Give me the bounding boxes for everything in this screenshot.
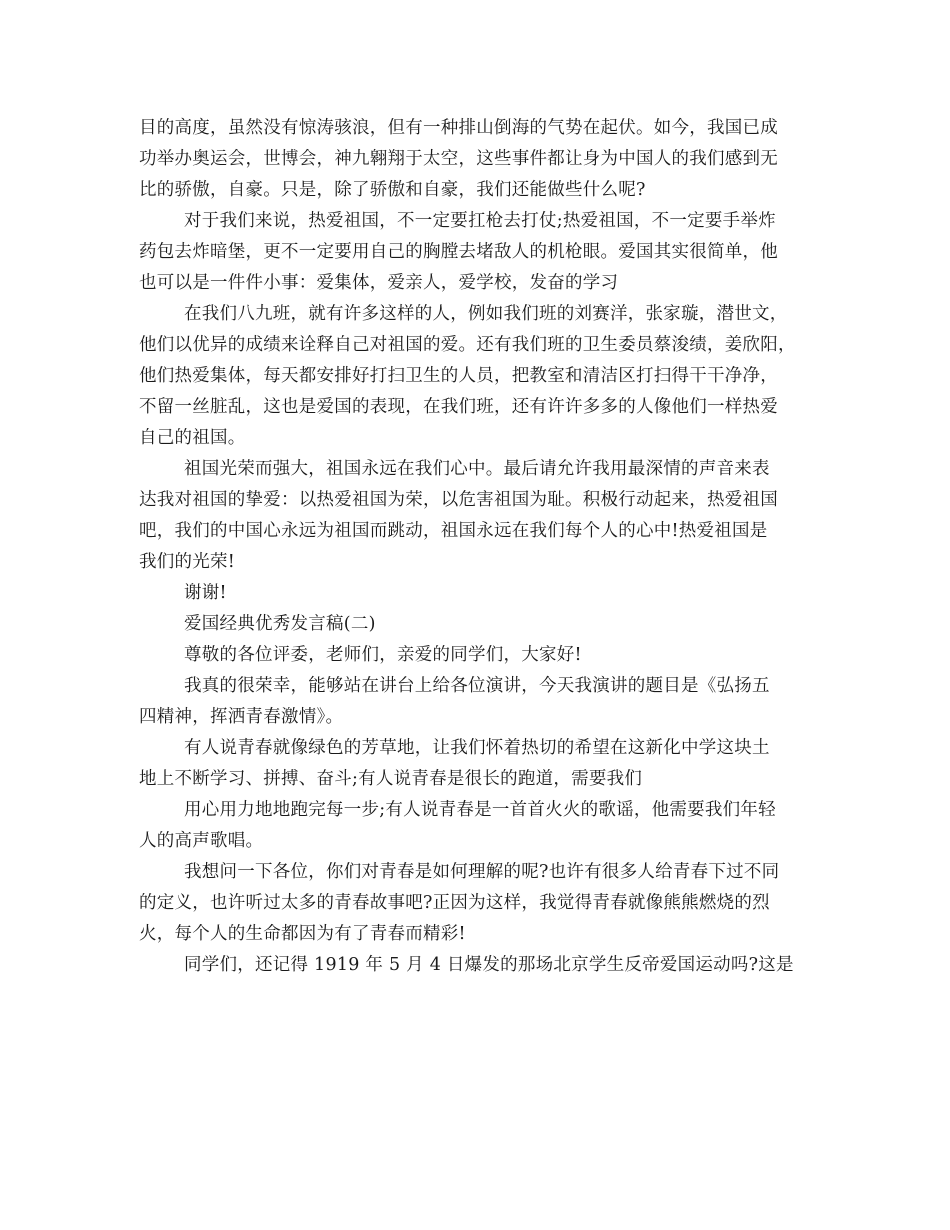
document-body (139, 113, 819, 981)
text-line: 火，每个人的生命都因为有了青春而精彩! (139, 924, 466, 944)
paragraph-first-line: 我想问一下各位，你们对青春是如何理解的呢?也许有很多人给青春下过不同 (184, 862, 780, 882)
section-heading: 爱国经典优秀发言稿(二) (184, 614, 376, 634)
text-line: 达我对祖国的挚爱：以热爱祖国为荣，以危害祖国为耻。积极行动起来，热爱祖国 (139, 490, 778, 510)
paragraph-first-line: 在我们八九班，就有许多这样的人，例如我们班的刘赛洋，张家璇，潜世文， (184, 304, 788, 324)
text-line: 自己的祖国。 (139, 428, 246, 448)
text-line: 人的高声歌唱。 (139, 831, 264, 851)
text-line: 他们以优异的成绩来诠释自己对祖国的爱。还有我们班的卫生委员蔡浚绩，姜欣阳， (139, 335, 796, 355)
text-line: 比的骄傲，自豪。只是，除了骄傲和自豪，我们还能做些什么呢? (139, 180, 646, 200)
paragraph-first-line: 同学们，还记得 1919 年 5 月 4 日爆发的那场北京学生反帝爱国运动吗?这是 (184, 955, 794, 975)
salutation: 尊敬的各位评委，老师们，亲爱的同学们，大家好! (184, 645, 582, 665)
paragraph-first-line: 用心用力地地跑完每一步;有人说青春是一首首火火的歌谣，他需要我们年轻 (184, 800, 776, 820)
text-line: 吧，我们的中国心永远为祖国而跳动，祖国永远在我们每个人的心中!热爱祖国是 (139, 521, 768, 541)
text-line: 四精神，挥洒青春激情》。 (139, 707, 344, 727)
paragraph-first-line: 我真的很荣幸，能够站在讲台上给各位演讲，今天我演讲的题目是《弘扬五 (184, 676, 770, 696)
text-line: 不留一丝脏乱，这也是爱国的表现，在我们班，还有许许多多的人像他们一样热爱 (139, 397, 778, 417)
text-line: 功举办奥运会，世博会，神九翱翔于太空，这些事件都让身为中国人的我们感到无 (139, 149, 778, 169)
text-line: 地上不断学习、拼搏、奋斗;有人说青春是很长的跑道，需要我们 (139, 769, 643, 789)
text-line: 药包去炸暗堡，更不一定要用自己的胸膛去堵敌人的机枪眼。爱国其实很简单，他 (139, 242, 778, 262)
text-line: 也可以是一件件小事：爱集体，爱亲人，爱学校，发奋的学习 (139, 273, 619, 293)
text-line: 我们的光荣! (139, 552, 236, 572)
text-line: 他们热爱集体，每天都安排好打扫卫生的人员，把教室和清洁区打扫得干干净净， (139, 366, 778, 386)
paragraph-first-line: 对于我们来说，热爱祖国，不一定要扛枪去打仗;热爱祖国，不一定要手举炸 (184, 211, 776, 231)
text-line: 的定义，也许听过太多的青春故事吧?正因为这样，我觉得青春就像熊熊燃烧的烈 (139, 893, 770, 913)
text-line: 目的高度，虽然没有惊涛骇浪，但有一种排山倒海的气势在起伏。如今，我国已成 (139, 118, 778, 138)
paragraph-first-line: 有人说青春就像绿色的芳草地，让我们怀着热切的希望在这新化中学这块土 (184, 738, 770, 758)
paragraph-first-line: 祖国光荣而强大，祖国永远在我们心中。最后请允许我用最深情的声音来表 (184, 459, 770, 479)
closing-thanks: 谢谢! (184, 583, 227, 603)
